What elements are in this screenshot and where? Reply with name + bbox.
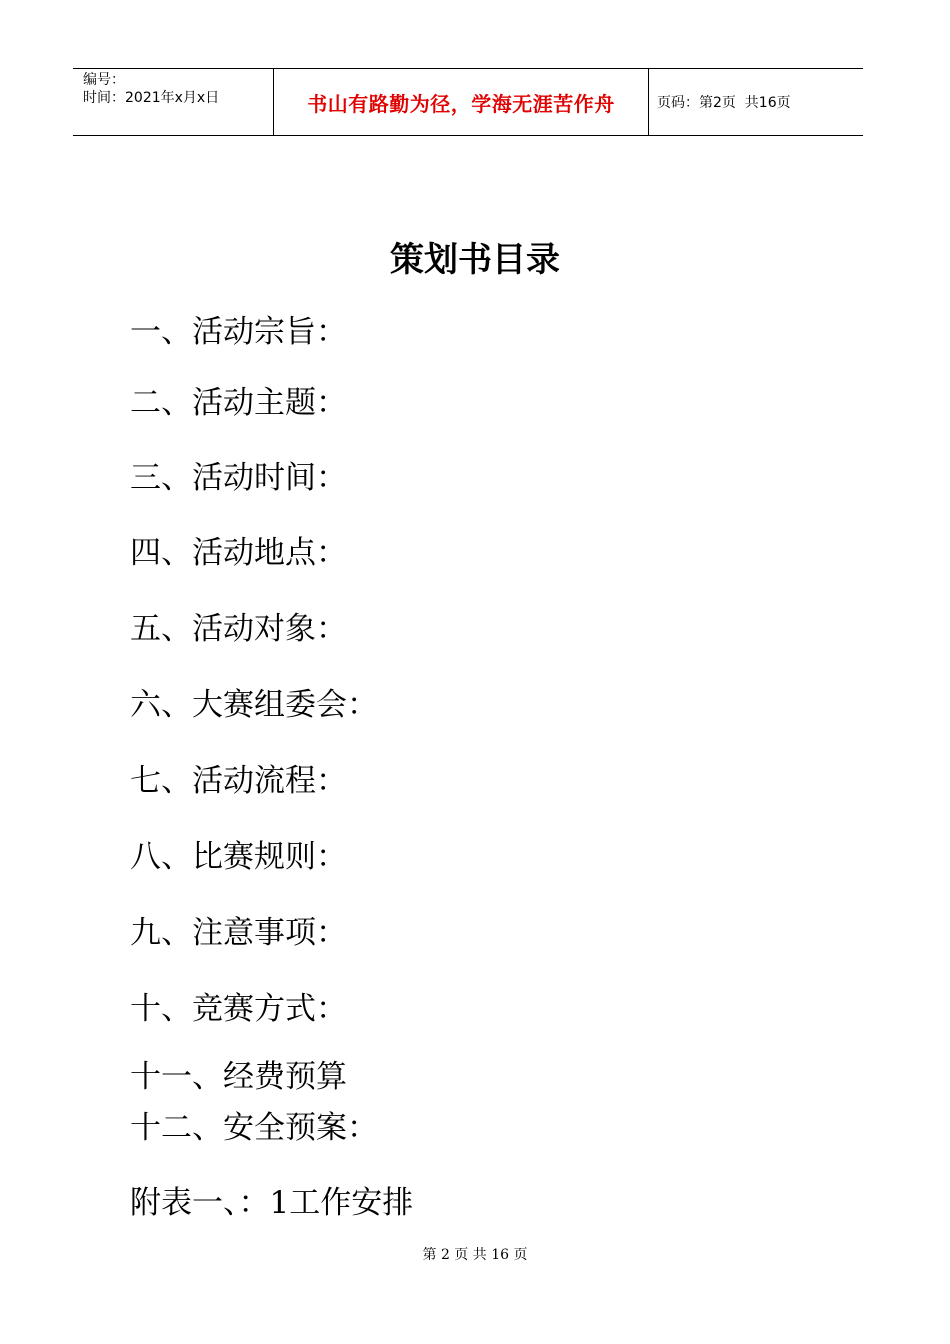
header-page-info: 页码：第2页 共16页: [657, 95, 791, 111]
header-motto: 书山有路勤为径，学海无涯苦作舟: [274, 69, 649, 135]
toc-item: 十二、安全预案：: [130, 1110, 378, 1146]
time-label: 时间：2021年x月x日: [83, 90, 220, 106]
toc-item: 七、活动流程：: [130, 763, 347, 799]
toc-item: 二、活动主题：: [130, 385, 347, 421]
toc-item: 五、活动对象：: [130, 611, 347, 647]
toc-item: 八、比赛规则：: [130, 839, 347, 875]
toc-item: 附表一、：1工作安排: [130, 1185, 414, 1221]
toc-item: 三、活动时间：: [130, 460, 347, 496]
page-footer: 第 2 页 共 16 页: [422, 1247, 528, 1263]
table-of-contents: [130, 0, 830, 1344]
toc-item: 四、活动地点：: [130, 535, 347, 571]
toc-item: 一、活动宗旨：: [130, 314, 347, 350]
toc-item: 十、竞赛方式：: [130, 991, 347, 1027]
document-title: 策划书目录: [390, 240, 560, 280]
toc-item: 十一、经费预算: [130, 1059, 347, 1095]
toc-item: 六、大赛组委会：: [130, 687, 378, 723]
number-label: 编号：: [83, 72, 125, 88]
toc-item: 九、注意事项：: [130, 915, 347, 951]
